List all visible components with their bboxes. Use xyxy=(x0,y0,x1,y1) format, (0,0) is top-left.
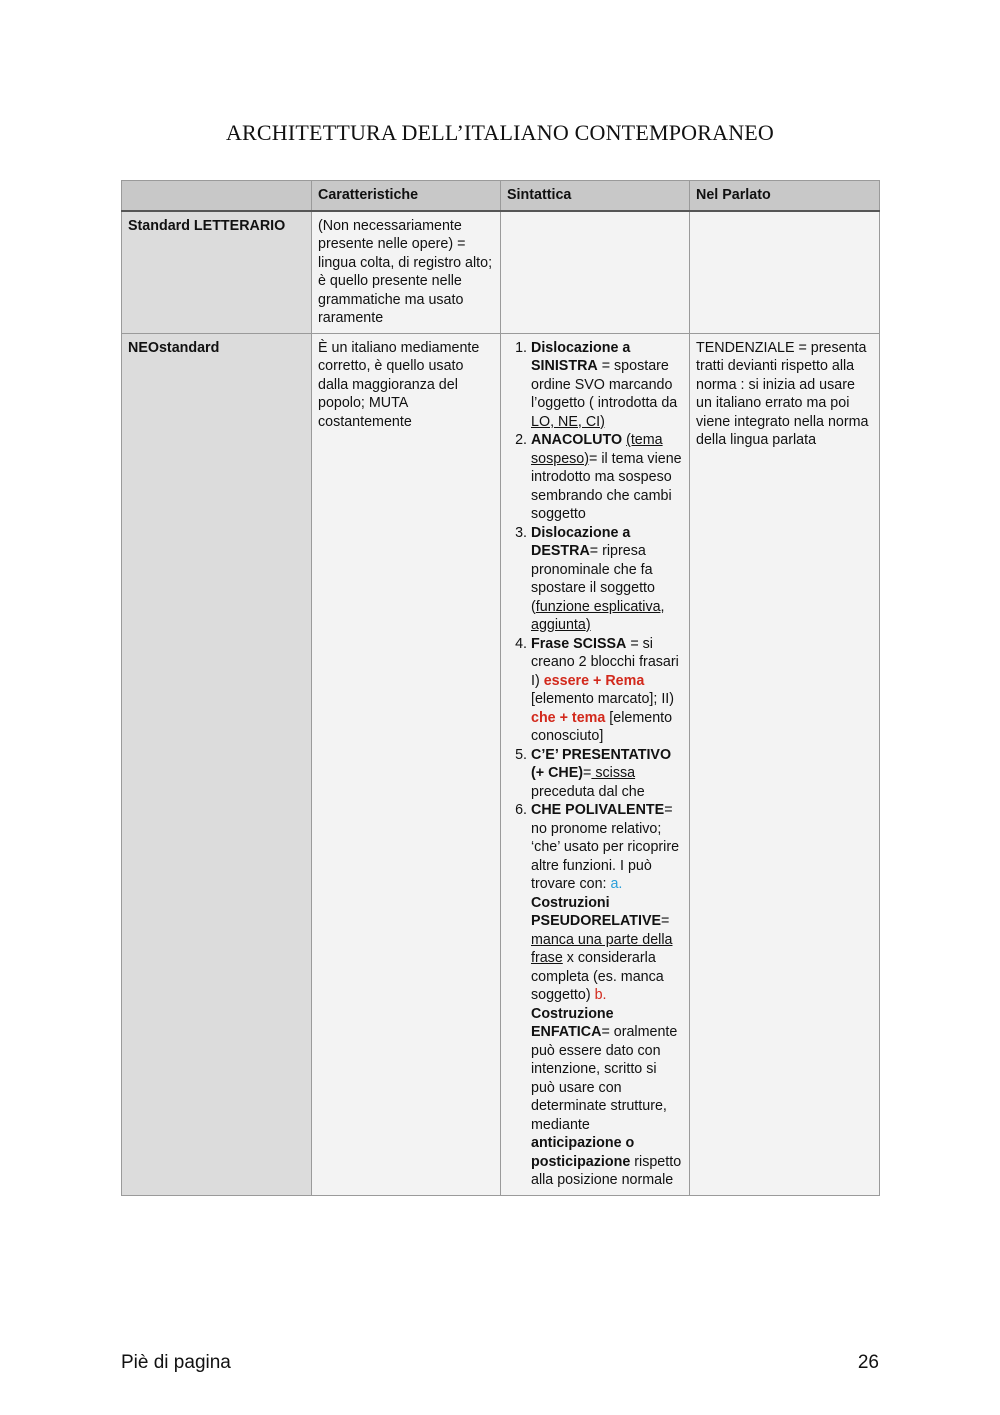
item-text: = oralmente può essere dato con intenzione, scritto si può usare con determinate strutture, mediante xyxy=(531,1024,678,1133)
item-text: rispetto alla posizione normale xyxy=(531,1153,682,1188)
sub-marker-a: a. xyxy=(610,876,623,892)
item-term: ANACOLUTO xyxy=(531,432,623,448)
item-underlined: manca una parte della frase xyxy=(531,931,673,966)
list-item xyxy=(531,431,684,524)
item-term: Frase SCISSA xyxy=(531,635,627,652)
list-item xyxy=(531,524,684,635)
item-text: preceduta dal che xyxy=(531,783,645,800)
item-text: = ripresa pronominale che fa spostare il soggetto ( xyxy=(531,543,655,615)
footer-text: Piè di pagina xyxy=(121,1352,231,1373)
cell-standard-sintattica xyxy=(501,211,690,334)
item-term: Dislocazione a DESTRA xyxy=(531,524,631,559)
item-underlined: funzione esplicativa, aggiunta) xyxy=(531,598,665,633)
item-term: anticipazione o posticipazione xyxy=(531,1135,635,1170)
item-underlined: LO, NE, CI) xyxy=(531,413,605,430)
item-text: = si creano 2 blocchi frasari I) xyxy=(531,635,679,689)
table-row xyxy=(122,211,880,334)
item-text: [elemento marcato]; II) xyxy=(531,691,675,707)
sub-marker-b: b. xyxy=(594,987,607,1003)
architecture-table xyxy=(121,180,880,1196)
item-term: CHE POLIVALENTE xyxy=(531,802,665,818)
list-item xyxy=(531,339,684,432)
list-item xyxy=(531,635,684,746)
cell-standard-parlato xyxy=(690,211,880,334)
item-underlined: scissa xyxy=(591,765,636,781)
cell-neostandard-parlato: TENDENZIALE = presenta tratti devianti rispetto alla norma : si inizia ad usare un italiano errato ma poi viene integrato nella norma della lingua parlata xyxy=(690,333,880,1195)
cell-standard-caratteristiche: (Non necessariamente presente nelle opere) = lingua colta, di registro alto; è quello presente nelle grammatiche ma usato raramente xyxy=(312,211,501,334)
item-highlight: che + tema xyxy=(531,709,606,726)
item-highlight: essere + Rema xyxy=(543,672,645,689)
list-item xyxy=(531,746,684,802)
item-text: = xyxy=(661,913,670,929)
item-text: x considerarla completa (es. manca soggetto) xyxy=(531,950,664,1003)
item-underlined: (tema sospeso) xyxy=(531,432,663,467)
item-term: Costruzione ENFATICA xyxy=(531,1005,614,1040)
cell-neostandard-sintattica xyxy=(501,333,690,1195)
row-label-standard: Standard LETTERARIO xyxy=(122,211,312,334)
item-text: = spostare ordine SVO marcando l’oggetto ( introdotta da xyxy=(531,358,678,411)
item-text: [elemento conosciuto] xyxy=(531,709,673,744)
syntax-list xyxy=(507,339,684,1190)
list-item xyxy=(531,801,684,1190)
table-row xyxy=(122,333,880,1195)
table-header-row xyxy=(122,181,880,211)
header-sintattica: Sintattica xyxy=(501,181,690,211)
item-text: = no pronome relativo; ‘che’ usato per ricoprire altre funzioni. I può trovare con: xyxy=(531,802,680,892)
page-title: ARCHITETTURA DELL’ITALIANO CONTEMPORANEO xyxy=(225,120,775,145)
cell-neostandard-caratteristiche: È un italiano mediamente corretto, è quello usato dalla maggioranza del popolo; MUTA costantemente xyxy=(312,333,501,1195)
header-parlato: Nel Parlato xyxy=(690,181,880,211)
item-text: = xyxy=(583,765,592,781)
header-empty xyxy=(122,181,312,211)
item-term: Dislocazione a SINISTRA xyxy=(531,339,631,374)
item-term: Costruzioni PSEUDORELATIVE xyxy=(531,894,662,929)
header-caratteristiche: Caratteristiche xyxy=(312,181,501,211)
page-number: 26 xyxy=(857,1352,879,1373)
item-text: = il tema viene introdotto ma sospeso sembrando che cambi soggetto xyxy=(531,450,682,522)
item-term: C’E’ PRESENTATIVO (+ CHE) xyxy=(531,746,672,781)
row-label-neostandard: NEOstandard xyxy=(122,333,312,1195)
